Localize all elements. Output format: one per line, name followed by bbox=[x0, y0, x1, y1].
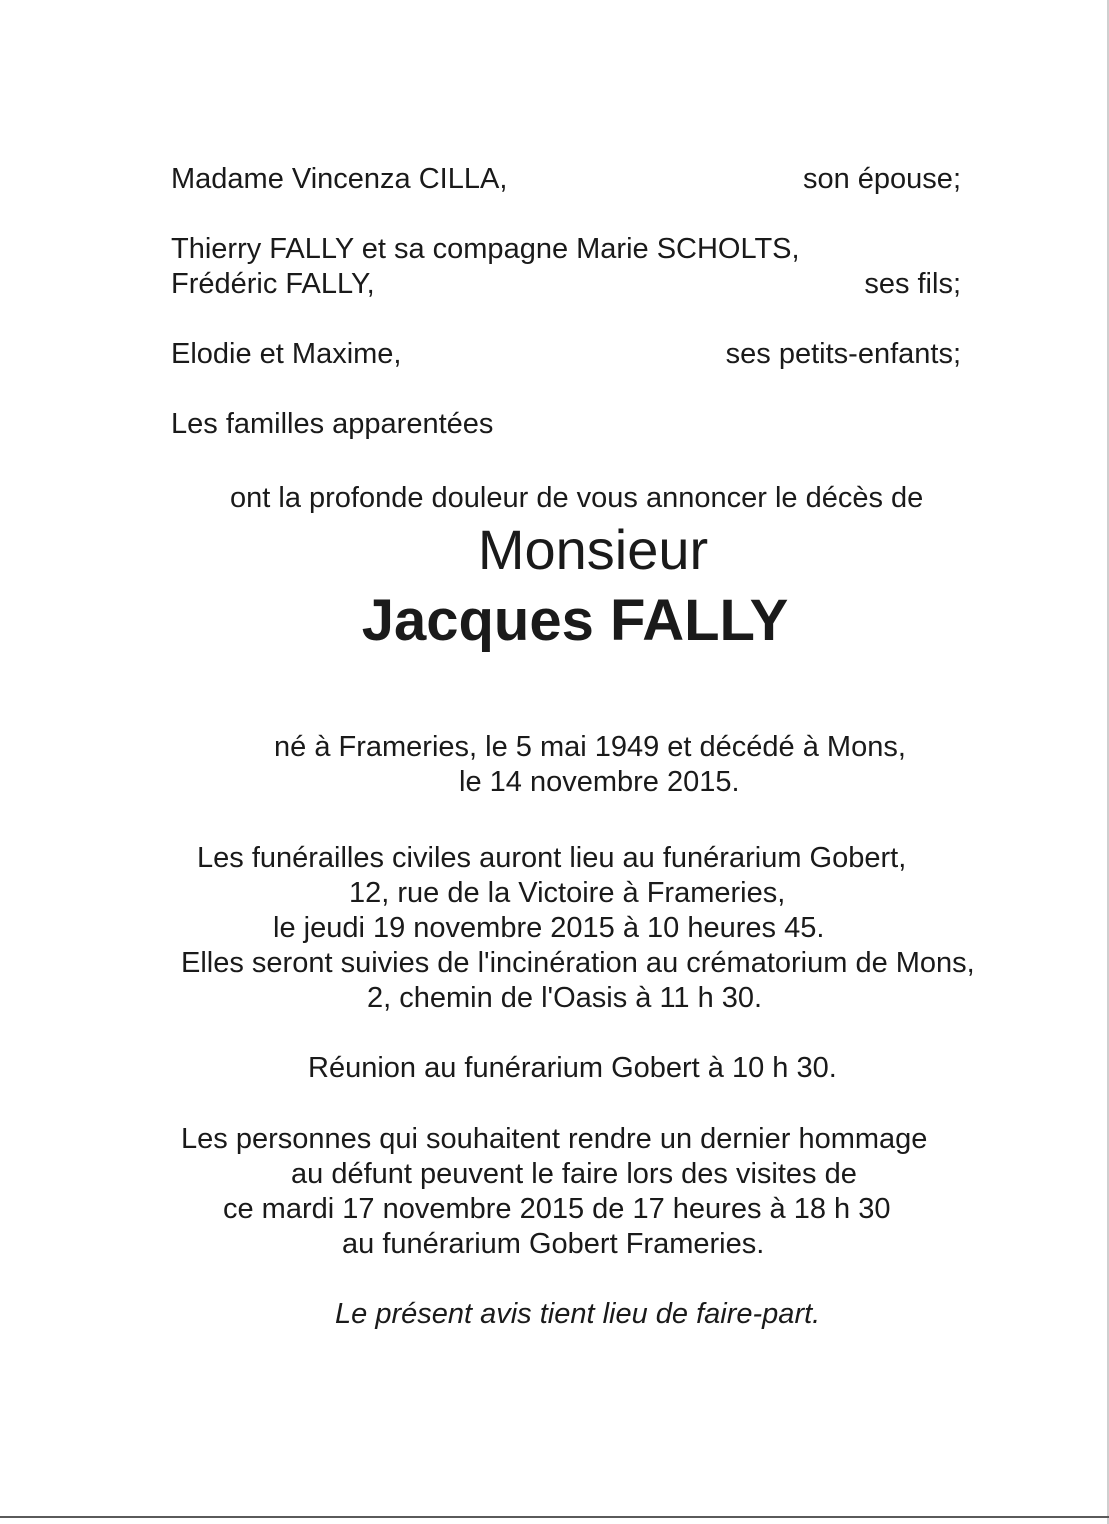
funeral-line-2: 12, rue de la Victoire à Frameries, bbox=[349, 877, 786, 909]
son-2: Frédéric FALLY, bbox=[171, 268, 375, 300]
spouse-relation: son épouse; bbox=[802, 163, 961, 195]
page-edge-bottom bbox=[0, 1516, 1109, 1518]
grandchildren-relation: ses petits-enfants; bbox=[725, 338, 961, 370]
visits-line-2: au défunt peuvent le faire lors des visites de bbox=[291, 1158, 857, 1190]
visits-line-3: ce mardi 17 novembre 2015 de 17 heures à 18 h 30 bbox=[223, 1193, 891, 1225]
announcement-intro: ont la profonde douleur de vous annoncer le décès de bbox=[230, 482, 924, 514]
announcement-title: Monsieur bbox=[477, 518, 709, 581]
visits-line-4: au funérarium Gobert Frameries. bbox=[342, 1228, 765, 1260]
closing-note: Le présent avis tient lieu de faire-part. bbox=[335, 1298, 821, 1330]
birth-death-line-1: né à Frameries, le 5 mai 1949 et décédé à Mons, bbox=[274, 731, 906, 763]
funeral-line-1: Les funérailles civiles auront lieu au funérarium Gobert, bbox=[197, 842, 907, 874]
visits-line-1: Les personnes qui souhaitent rendre un dernier hommage bbox=[181, 1123, 928, 1155]
sons-relation: ses fils; bbox=[864, 268, 961, 300]
son-1: Thierry FALLY et sa compagne Marie SCHOLTS, bbox=[171, 233, 800, 265]
grandchildren-names: Elodie et Maxime, bbox=[171, 338, 402, 370]
funeral-line-4: Elles seront suivies de l'incinération au crématorium de Mons, bbox=[181, 947, 975, 979]
meeting-line: Réunion au funérarium Gobert à 10 h 30. bbox=[308, 1052, 837, 1084]
spouse-name: Madame Vincenza CILLA, bbox=[171, 163, 508, 195]
deceased-name: Jacques FALLY bbox=[361, 588, 789, 653]
relatives-line: Les familles apparentées bbox=[171, 408, 494, 440]
funeral-line-3: le jeudi 19 novembre 2015 à 10 heures 45. bbox=[273, 912, 825, 944]
funeral-line-5: 2, chemin de l'Oasis à 11 h 30. bbox=[367, 982, 763, 1014]
birth-death-line-2: le 14 novembre 2015. bbox=[459, 766, 740, 798]
